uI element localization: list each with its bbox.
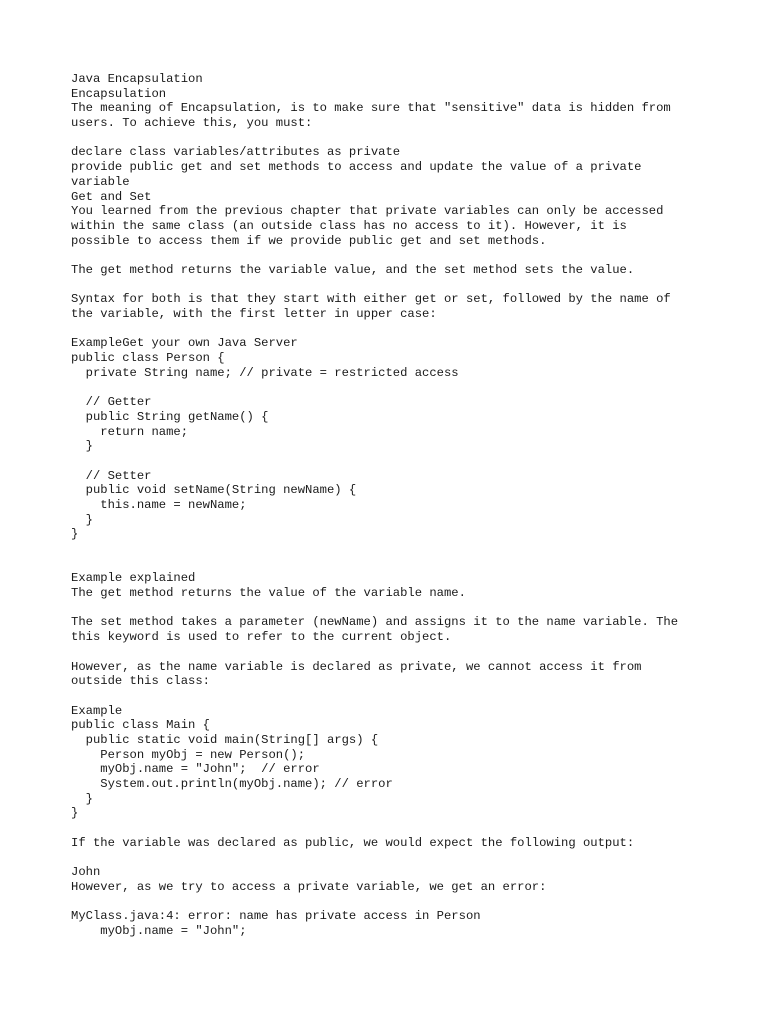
text-line: public void setName(String newName) { — [71, 483, 357, 498]
text-line: public class Person { — [71, 351, 225, 366]
text-line: Encapsulation — [71, 86, 167, 101]
blank-line — [71, 542, 731, 557]
text-line: MyClass.java:4: error: name has private access in Person — [71, 909, 481, 924]
blank-line — [71, 278, 731, 293]
text-line: outside this class: — [71, 674, 210, 689]
text-line: public String getName() { — [71, 409, 269, 424]
blank-line — [71, 645, 731, 660]
text-line: } — [71, 806, 79, 821]
text-line: users. To achieve this, you must: — [71, 116, 313, 131]
text-line: The meaning of Encapsulation, is to make sure that "sensitive" data is hidden from — [71, 101, 671, 116]
blank-line — [71, 895, 731, 910]
text-line: provide public get and set methods to access and update the value of a private — [71, 160, 642, 175]
blank-line — [71, 557, 731, 572]
text-line: // Setter — [71, 468, 152, 483]
blank-line — [71, 248, 731, 263]
text-line: } — [71, 439, 93, 454]
text-line: } — [71, 512, 93, 527]
text-line: the variable, with the first letter in upper case: — [71, 307, 437, 321]
blank-line — [71, 131, 731, 146]
document-page — [71, 72, 731, 939]
text-line: return name; — [71, 424, 189, 439]
text-line: Person myObj = new Person(); — [71, 747, 306, 762]
text-line: The set method takes a parameter (newName) and assigns it to the name variable. The — [71, 615, 679, 630]
text-line: public class Main { — [71, 718, 210, 733]
text-line: public static void main(String[] args) { — [71, 732, 379, 747]
text-line: // Getter — [71, 395, 152, 410]
text-line: } — [71, 527, 79, 542]
text-line: possible to access them if we provide public get and set methods. — [71, 233, 547, 248]
blank-line — [71, 821, 731, 836]
text-line: You learned from the previous chapter that private variables can only be accessed — [71, 204, 664, 219]
text-line: System.out.println(myObj.name); // error — [71, 777, 393, 791]
text-line: John — [71, 865, 101, 880]
blank-line — [71, 850, 731, 865]
text-line: However, as the name variable is declared as private, we cannot access it from — [71, 659, 642, 674]
text-line: The get method returns the value of the variable name. — [71, 586, 466, 601]
text-line: within the same class (an outside class has no access to it). However, it is — [71, 218, 627, 233]
text-line: declare class variables/attributes as private — [71, 145, 401, 160]
text-line: private String name; // private = restricted access — [71, 365, 459, 380]
text-line: Get and Set — [71, 189, 152, 204]
text-line: ExampleGet your own Java Server — [71, 336, 298, 351]
text-line: variable — [71, 174, 130, 189]
text-line: this keyword is used to refer to the current object. — [71, 630, 452, 645]
text-line: this.name = newName; — [71, 497, 247, 512]
text-line: } — [71, 791, 93, 806]
text-line: Example explained — [71, 571, 196, 586]
text-line: If the variable was declared as public, we would expect the following output: — [71, 835, 635, 850]
text-line: myObj.name = "John"; // error — [71, 762, 320, 777]
text-line: The get method returns the variable value, and the set method sets the value. — [71, 262, 635, 277]
blank-line — [71, 689, 731, 704]
blank-line — [71, 380, 731, 395]
blank-line — [71, 454, 731, 469]
text-line: Example — [71, 703, 123, 718]
blank-line — [71, 601, 731, 616]
text-line: Syntax for both is that they start with either get or set, followed by the name of — [71, 292, 671, 307]
blank-line — [71, 322, 731, 337]
text-line: myObj.name = "John"; — [71, 923, 247, 938]
text-line: However, as we try to access a private variable, we get an error: — [71, 879, 547, 894]
text-line: Java Encapsulation — [71, 72, 203, 86]
